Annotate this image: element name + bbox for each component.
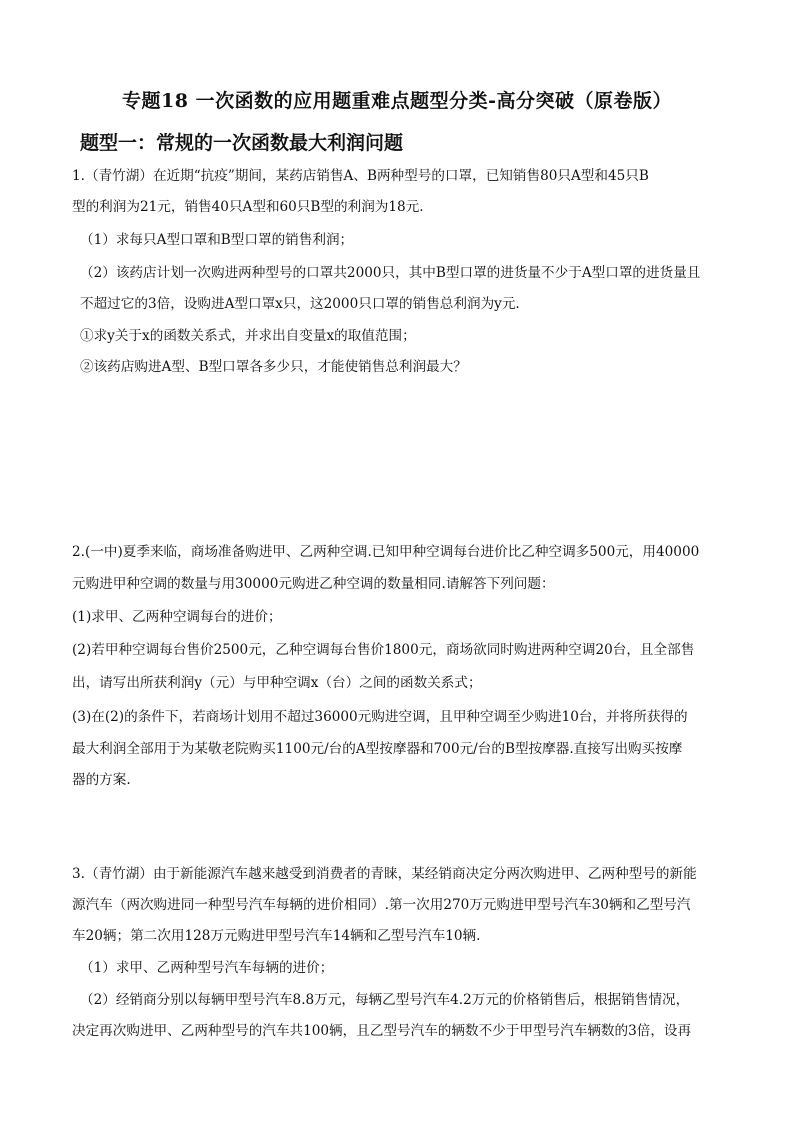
- question-1-subpart-2: ②该药店购进A型、B型口罩各多少只，才能使销售总利润最大？: [80, 359, 467, 375]
- section-heading: 题型一：常规的一次函数最大利润问题: [80, 132, 404, 154]
- question-2-part-3: (3)在(2)的条件下，若商场计划用不超过36000元购进空调，且甲种空调至少购进10台，并将所获得的: [72, 709, 688, 725]
- question-1-part-1: （1）求每只A型口罩和B型口罩的销售利润；: [80, 232, 354, 248]
- question-3-line: 源汽车（两次购进同一种型号汽车每辆的进价相同）.第一次用270万元购进甲型号汽车30辆和乙型号汽: [72, 897, 691, 913]
- question-1-subpart-1: ①求y关于x的函数关系式，并求出自变量x的取值范围；: [80, 328, 416, 344]
- question-1-line: 1.（青竹湖）在近期“抗疫”期间，某药店销售A、B两种型号的口罩，已知销售80只A型和45只B: [72, 168, 649, 184]
- question-1-part-2: （2）该药店计划一次购进两种型号的口罩共2000只，其中B型口罩的进货量不少于A型口罩的进货量且: [80, 265, 701, 281]
- question-2-part-2: (2)若甲种空调每台售价2500元，乙种空调每台售价1800元，商场欲同时购进两种空调20台，且全部售: [72, 642, 695, 658]
- question-2-part-3-line: 最大利润全部用于为某敬老院购买1100元/台的A型按摩器和700元/台的B型按摩器.直接写出购买按摩: [72, 741, 683, 757]
- question-2-line: 2.(一中)夏季来临，商场准备购进甲、乙两种空调.已知甲种空调每台进价比乙种空调多500元，用40000: [72, 544, 700, 560]
- question-2-line: 元购进甲种空调的数量与用30000元购进乙种空调的数量相同.请解答下列问题：: [72, 576, 555, 592]
- question-1-part-2-line: 不超过它的3倍，设购进A型口罩x只，这2000只口罩的销售总利润为y元.: [80, 296, 520, 312]
- question-1-line: 型的利润为21元，销售40只A型和60只B型的利润为18元.: [72, 199, 424, 215]
- question-2-part-3-line: 器的方案.: [72, 772, 131, 788]
- question-3-part-2: （2）经销商分别以每辆甲型号汽车8.8万元，每辆乙型号汽车4.2万元的价格销售后，根据销售情况，: [80, 992, 690, 1008]
- question-2-part-1: (1)求甲、乙两种空调每台的进价；: [72, 609, 282, 625]
- question-3-line: 3.（青竹湖）由于新能源汽车越来越受到消费者的青睐，某经销商决定分两次购进甲、乙两种型号的新能: [72, 866, 697, 882]
- question-2-part-2-line: 出，请写出所获利润y（元）与甲种空调x（台）之间的函数关系式；: [72, 675, 482, 691]
- page-title: 专题18 一次函数的应用题重难点题型分类-高分突破（原卷版）: [122, 90, 672, 112]
- question-3-part-2-line: 决定再次购进甲、乙两种型号的汽车共100辆，且乙型号汽车的辆数不少于甲型号汽车辆数的3倍，设再: [72, 1023, 692, 1039]
- question-3-part-1: （1）求甲、乙两种型号汽车每辆的进价；: [80, 960, 334, 976]
- question-3-line: 车20辆；第二次用128万元购进甲型号汽车14辆和乙型号汽车10辆.: [72, 928, 481, 944]
